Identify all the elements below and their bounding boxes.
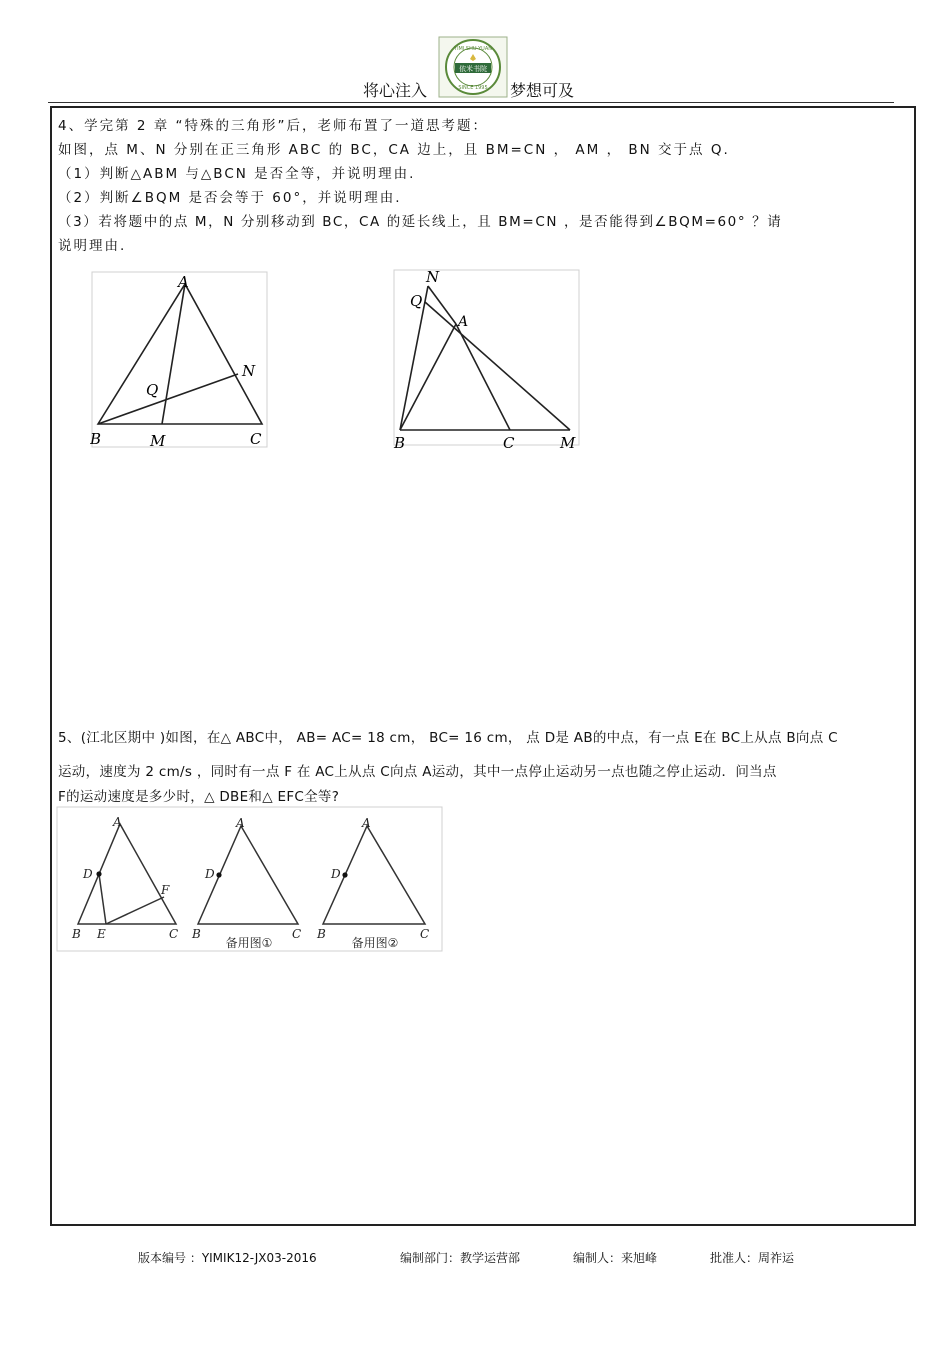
- fig3-main-label-D: D: [83, 867, 93, 881]
- fig3-main-label-F: F: [161, 883, 170, 897]
- fig3-spare2-label-A: A: [362, 816, 371, 830]
- school-logo: [438, 36, 508, 98]
- q5-statement-cont: 运动，速度为 2 cm/s ，同时有一点 F 在 AC上从点 C向点 A运动，其中一点停止运动另一点也随之停止运动．问当点: [58, 764, 777, 780]
- q5-figure: [56, 806, 446, 958]
- fig3-main-label-B: B: [72, 927, 81, 941]
- fig3-spare1-label-C: C: [292, 927, 302, 941]
- fig3-spare2-label-C: C: [420, 927, 430, 941]
- q4-figure-1: [90, 270, 270, 456]
- q4-part2: （2）判断∠BQM 是否会等于 60°，并说明理由.: [58, 190, 402, 206]
- q4-figure-2: [392, 268, 582, 454]
- fig1-label-C: C: [250, 430, 262, 448]
- fig3-spare2-label-B: B: [317, 927, 326, 941]
- fig2-label-N: N: [426, 268, 440, 286]
- header-divider: [48, 102, 894, 103]
- fig3-spare2-label-D: D: [331, 867, 341, 881]
- fig3-main-label-C: C: [169, 927, 179, 941]
- svg-text:SINCE 1995: SINCE 1995: [458, 85, 488, 91]
- header-slogan-right: 梦想可及: [510, 81, 575, 100]
- fig1-label-N: N: [242, 362, 256, 380]
- fig3-spare1-label-B: B: [192, 927, 201, 941]
- footer-department: 编制部门：教学运营部: [400, 1251, 521, 1265]
- q4-part3-cont: 说明理由.: [58, 238, 127, 254]
- q5-question: F的运动速度是多少时，△ DBE和△ EFC全等?: [58, 789, 340, 805]
- fig3-spare1-caption: 备用图①: [225, 936, 273, 950]
- fig1-label-A: A: [178, 273, 189, 291]
- footer-author: 编制人：来旭峰: [573, 1251, 658, 1265]
- svg-text:依米书院: 依米书院: [459, 65, 487, 73]
- content-frame: [50, 106, 916, 1226]
- fig2-label-C: C: [503, 434, 515, 450]
- fig2-label-Q: Q: [410, 292, 423, 310]
- fig3-spare1-label-A: A: [236, 816, 245, 830]
- q4-part1: （1）判断△ABM 与△BCN 是否全等，并说明理由.: [58, 166, 416, 182]
- fig3-main-label-A: A: [113, 815, 122, 829]
- fig2-label-B: B: [394, 434, 406, 450]
- svg-text:YIMI SHU YUAN: YIMI SHU YUAN: [454, 46, 492, 52]
- fig3-spare1-label-D: D: [205, 867, 215, 881]
- fig3-spare2-caption: 备用图②: [351, 936, 399, 950]
- fig1-label-B: B: [90, 430, 102, 448]
- footer-approver: 批准人：周祚运: [710, 1251, 795, 1265]
- q5-statement: 5、(江北区期中 )如图，在△ ABC中， AB= AC= 18 cm， BC= 16 cm， 点 D是 AB的中点，有一点 E在 BC上从点 B向点 C: [58, 730, 838, 746]
- header-slogan-left: 将心注入: [363, 81, 428, 100]
- page-header: [0, 36, 950, 102]
- fig1-label-M: M: [150, 432, 166, 450]
- fig1-label-Q: Q: [146, 381, 159, 399]
- fig2-label-M: M: [560, 434, 576, 450]
- fig3-main-label-E: E: [97, 927, 106, 941]
- fig2-label-A: A: [458, 314, 469, 330]
- q4-part3: （3）若将题中的点 M，N 分别移动到 BC，CA 的延长线上，且 BM=CN ，是否能得到∠BQM=60° ？请: [58, 214, 783, 230]
- footer-version: 版本编号 ：YIMIK12-JX03-2016: [138, 1251, 317, 1265]
- q4-intro: 4、学完第 2 章 “特殊的三角形”后，老师布置了一道思考题：: [58, 118, 489, 134]
- q4-statement: 如图，点 M、N 分别在正三角形 ABC 的 BC，CA 边上，且 BM=CN ， AM ， BN 交于点 Q.: [58, 142, 730, 158]
